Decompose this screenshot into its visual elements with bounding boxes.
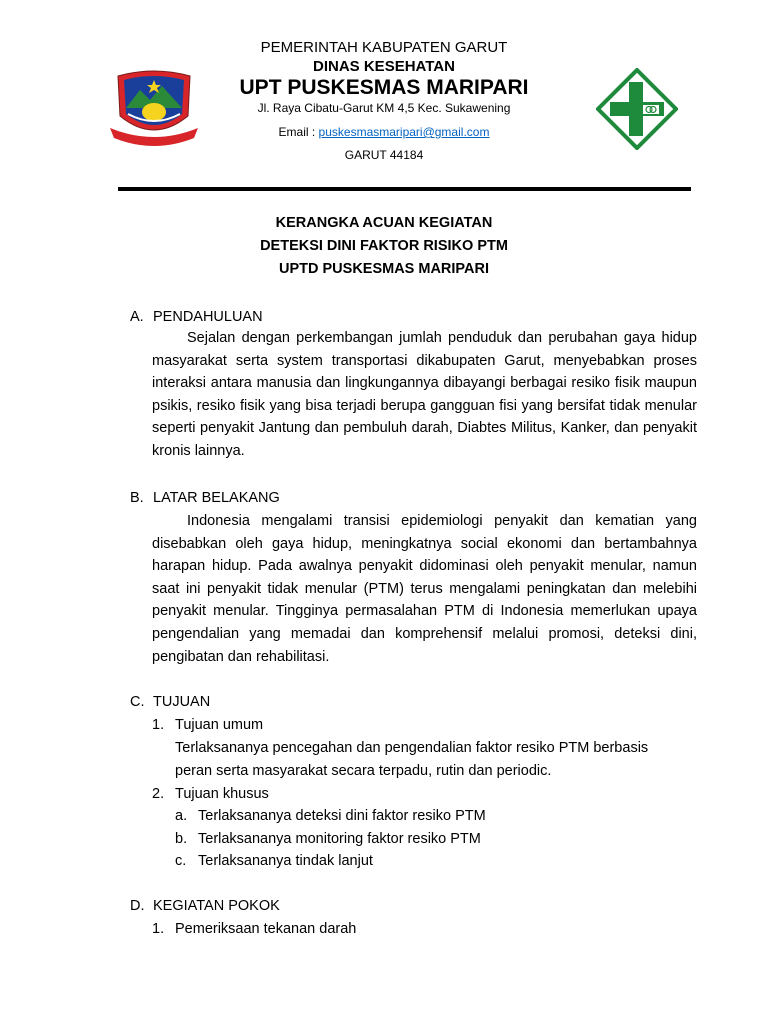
section-b-paragraph: Indonesia mengalami transisi epidemiologi penyakit dan kematian yang disebabkan oleh gaya hidup, meningkatnya social ekonomi dan bertambahnya harapan hidup. Pada awalnya penyakit didominasi oleh penyakit menular, namun saat ini penyakit tidak menular (PTM) terus mengalami peningkatan dan melebihi penyakit menular. Tingginya permasalahan PTM di Indonesia memerlukan upaya pengendalian yang memadai dan komprehensif melalui promosi, deteksi dini, pengibatan dan rehabilitasi. — [152, 513, 697, 665]
section-a-paragraph: Sejalan dengan perkembangan jumlah penduduk dan perubahan gaya hidup masyarakat serta system transportasi dikabupaten Garut, menyebabkan proses interaksi antara manusia dan lingkungannya dibayangi berbagai resiko fisik maupun psikis, resiko fisik yang bisa terjadi berupa gangguan fisi yang bersifat tidak menular seperti penyakit Jantung dan pembuluh darah, Diabtes Militus, Kanker, dan penyakit kronis lainnya. — [152, 330, 697, 459]
section-a-heading — [130, 309, 263, 325]
list-item-text: Terlaksananya deteksi dini faktor resiko PTM — [198, 808, 486, 824]
doc-title-line3: UPTD PUSKESMAS MARIPARI — [279, 261, 489, 277]
doc-title-line2: DETEKSI DINI FAKTOR RISIKO PTM — [260, 238, 508, 254]
header-email-line — [0, 125, 768, 139]
list-item-letter: c. — [175, 853, 187, 869]
doc-title-line1: KERANGKA ACUAN KEGIATAN — [275, 215, 493, 231]
section-c-heading — [130, 694, 210, 710]
section-a-label: A. — [130, 309, 144, 325]
section-b-title: LATAR BELAKANG — [153, 490, 280, 506]
list-item-letter: a. — [175, 808, 188, 824]
goal-general-label: Tujuan umum — [175, 717, 264, 733]
section-a-title: PENDAHULUAN — [153, 309, 263, 325]
header-institution: UPT PUSKESMAS MARIPARI — [239, 76, 529, 99]
goal-specific-number: 2. — [152, 786, 165, 802]
section-c-label: C. — [130, 694, 145, 710]
section-d-heading — [130, 898, 280, 914]
list-item — [175, 808, 486, 824]
section-b-label: B. — [130, 490, 144, 506]
header-address: Jl. Raya Cibatu-Garut KM 4,5 Kec. Sukawening — [257, 101, 511, 115]
goal-specific-label: Tujuan khusus — [175, 786, 269, 802]
list-item-text: Terlaksananya tindak lanjut — [198, 853, 373, 869]
header-government: PEMERINTAH KABUPATEN GARUT — [260, 39, 508, 56]
section-d-label: D. — [130, 898, 145, 914]
email-link[interactable]: puskesmasmaripari@gmail.com — [318, 125, 490, 139]
section-d-title: KEGIATAN POKOK — [153, 898, 280, 914]
goal-general-text-line2: peran serta masyarakat secara terpadu, rutin dan periodic. — [175, 763, 552, 779]
list-item-text: Terlaksananya monitoring faktor resiko PTM — [198, 831, 481, 847]
list-item — [175, 853, 373, 869]
list-item-letter: b. — [175, 831, 188, 847]
goal-general-text-line1: Terlaksananya pencegahan dan pengendalian faktor resiko PTM berbasis — [175, 740, 649, 756]
section-b-heading — [130, 490, 280, 506]
goal-specific — [152, 786, 269, 802]
activity-item-number: 1. — [152, 921, 165, 937]
goal-general-number: 1. — [152, 717, 165, 733]
header-postal: GARUT 44184 — [344, 148, 424, 162]
header-department: DINAS KESEHATAN — [313, 58, 455, 75]
list-item — [175, 831, 481, 847]
email-label: Email : — [278, 125, 319, 139]
section-c-title: TUJUAN — [153, 694, 211, 710]
activity-item-text: Pemeriksaan tekanan darah — [175, 921, 357, 937]
header-divider — [118, 187, 691, 191]
activity-item — [152, 921, 356, 937]
goal-general — [152, 717, 263, 733]
